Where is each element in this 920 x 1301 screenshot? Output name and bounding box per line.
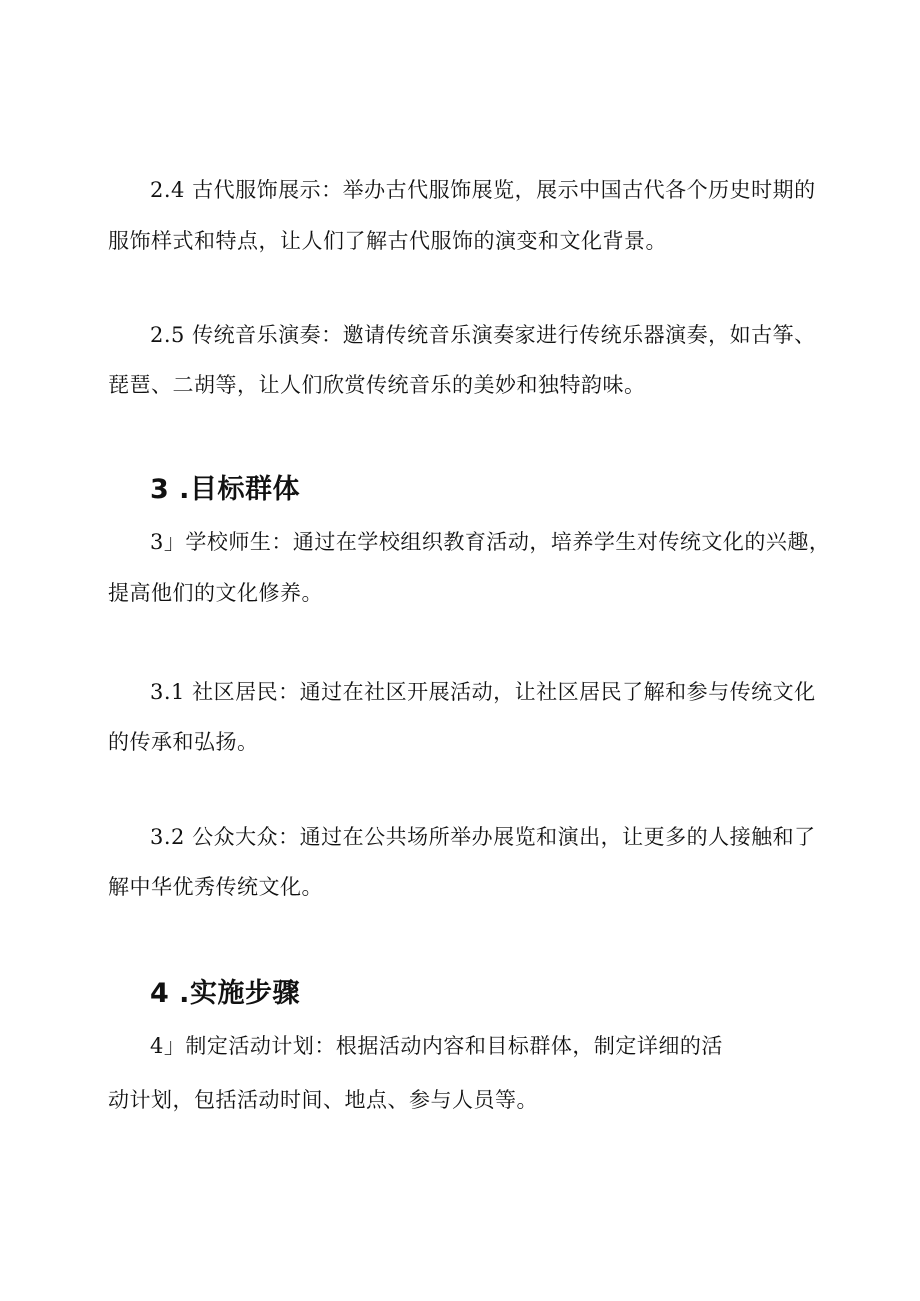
paragraph-3-0-line-2: 提高他们的文化修养。 [108,581,323,605]
paragraph-3-0-line-1: 3」学校师生：通过在学校组织教育活动，培养学生对传统文化的兴趣， [150,530,831,554]
paragraph-2-5-line-1: 2.5 传统音乐演奏：邀请传统音乐演奏家进行传统乐器演奏，如古筝、 [150,323,816,347]
paragraph-3-1-line-2: 的传承和弘扬。 [108,730,259,754]
paragraph-2-4-line-2: 服饰样式和特点，让人们了解古代服饰的演变和文化背景。 [108,229,667,253]
paragraph-3-1-line-1: 3.1 社区居民：通过在社区开展活动，让社区居民了解和参与传统文化 [150,680,816,704]
paragraph-4-0-line-2: 动计划，包括活动时间、地点、参与人员等。 [108,1088,538,1112]
paragraph-2-4-line-1: 2.4 古代服饰展示：举办古代服饰展览，展示中国古代各个历史时期的 [150,178,816,202]
paragraph-3-2-line-2: 解中华优秀传统文化。 [108,875,323,899]
paragraph-2-5-line-2: 琵琶、二胡等，让人们欣赏传统音乐的美妙和独特韵味。 [108,373,646,397]
heading-target-groups: 3 .目标群体 [150,474,300,505]
paragraph-4-0-line-1: 4」制定活动计划：根据活动内容和目标群体，制定详细的活 [150,1034,723,1058]
paragraph-3-2-line-1: 3.2 公众大众：通过在公共场所举办展览和演出，让更多的人接触和了 [150,825,816,849]
heading-implementation-steps: 4 .实施步骤 [150,978,300,1009]
